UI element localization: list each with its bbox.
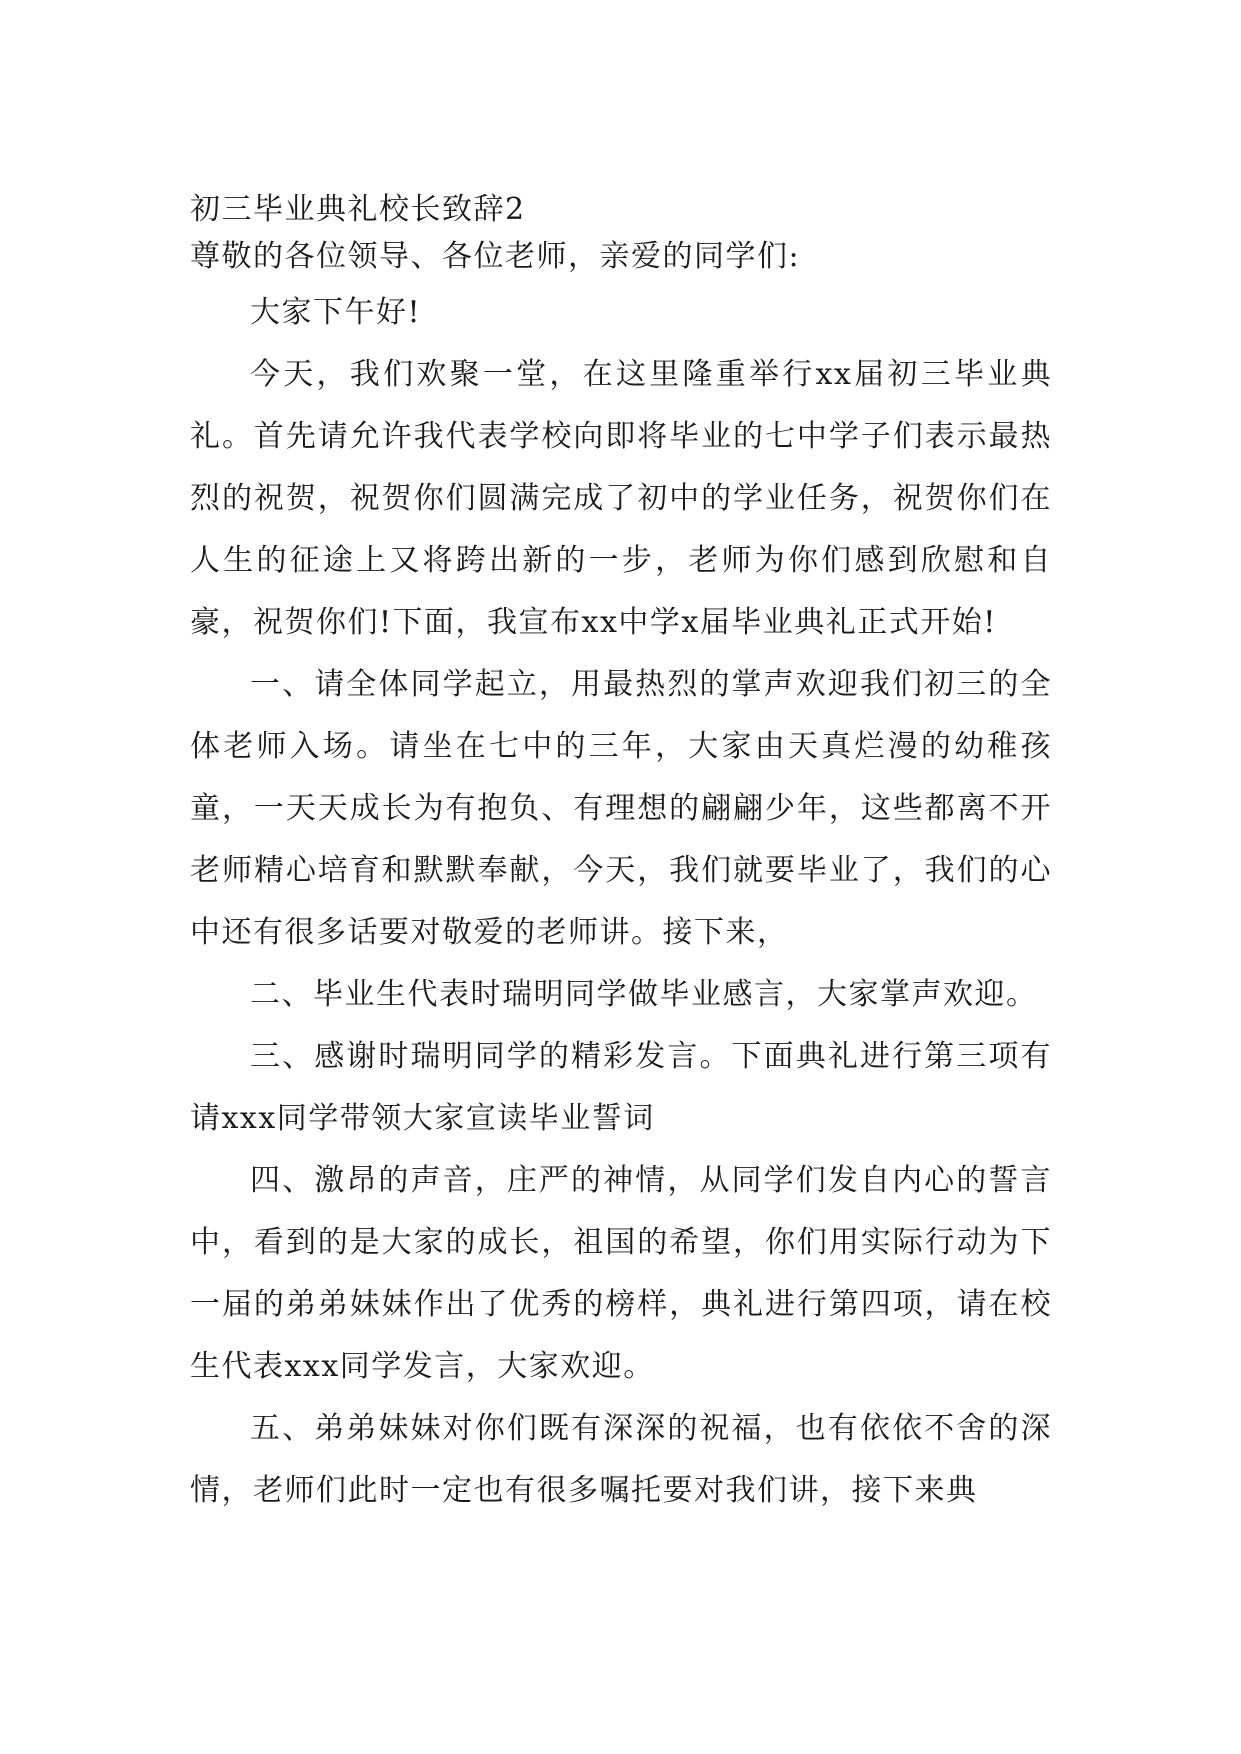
document-title: 初三毕业典礼校长致辞2 [190, 192, 526, 227]
document-page [190, 188, 1052, 1522]
paragraph-greeting: 大家下午好! [250, 295, 422, 330]
paragraph-item-5: 五、弟弟妹妹对你们既有深深的祝福，也有依依不舍的深情，老师们此时一定也有很多嘱托要对我们讲，接下来典 [190, 1411, 1052, 1508]
paragraph-item-4: 四、激昂的声音，庄严的神情，从同学们发自内心的誓言中，看到的是大家的成长，祖国的希望，你们用实际行动为下一届的弟弟妹妹作出了优秀的榜样，典礼进行第四项，请在校生代表xxx同学发言，大家欢迎。 [190, 1163, 1052, 1384]
paragraph-item-1: 一、请全体同学起立，用最热烈的掌声欢迎我们初三的全体老师入场。请坐在七中的三年，大家由天真烂漫的幼稚孩童，一天天成长为有抱负、有理想的翩翩少年，这些都离不开老师精心培育和默默奉献，今天，我们就要毕业了，我们的心中还有很多话要对敬爱的老师讲。接下来， [190, 667, 1052, 950]
paragraph-opening: 今天，我们欢聚一堂，在这里隆重举行xx届初三毕业典礼。首先请允许我代表学校向即将毕业的七中学子们表示最热烈的祝贺，祝贺你们圆满完成了初中的学业任务，祝贺你们在人生的征途上又将跨出新的一步，老师为你们感到欣慰和自豪，祝贺你们!下面，我宣布xx中学x届毕业典礼正式开始! [190, 357, 1052, 640]
salutation: 尊敬的各位领导、各位老师，亲爱的同学们: [190, 239, 801, 274]
paragraph-item-2: 二、毕业生代表时瑞明同学做毕业感言，大家掌声欢迎。 [250, 977, 1038, 1012]
paragraph-item-3: 三、感谢时瑞明同学的精彩发言。下面典礼进行第三项有请xxx同学带领大家宣读毕业誓词 [190, 1039, 1052, 1136]
